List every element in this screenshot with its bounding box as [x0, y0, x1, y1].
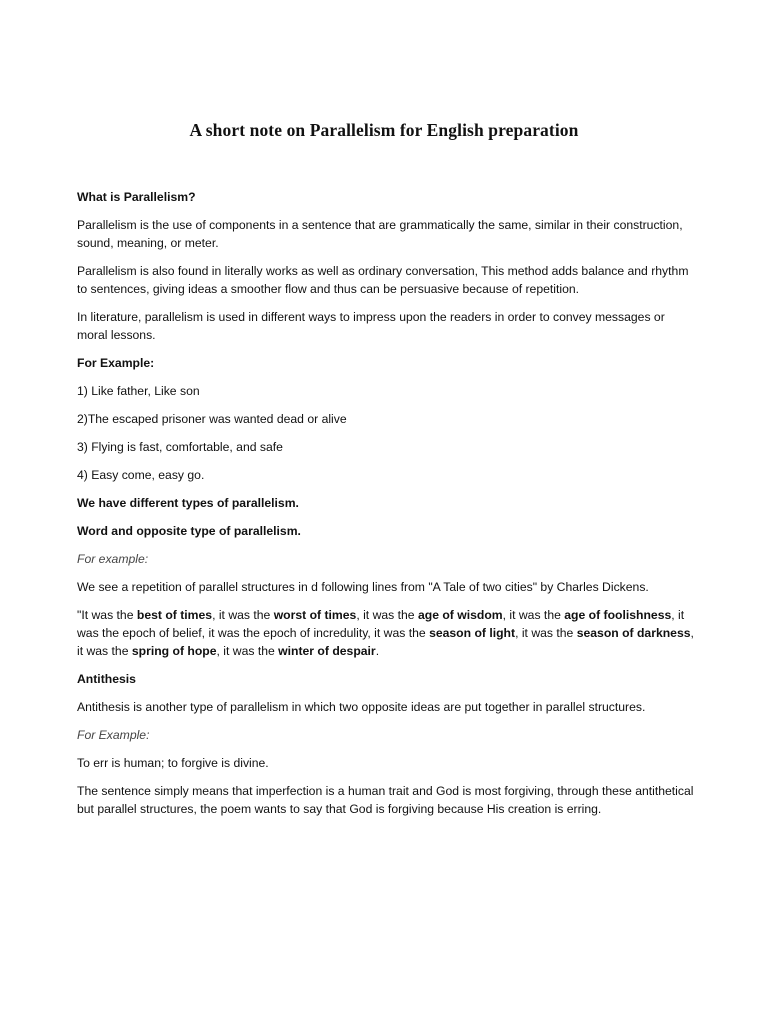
heading-for-example: For Example:	[77, 356, 155, 370]
antithesis-example: To err is human; to forgive is divine.	[77, 756, 269, 770]
paragraph-antithesis-def: Antithesis is another type of parallelism in which two opposite ideas are put together in parallel structures.	[77, 700, 646, 714]
paragraph-literature: In literature, parallelism is used in different ways to impress upon the readers in order to convey messages or moral lessons.	[77, 310, 665, 342]
heading-what-is-parallelism: What is Parallelism?	[77, 190, 196, 204]
paragraph-usage: Parallelism is also found in literally works as well as ordinary conversation, This method adds balance and rhythm to sentences, giving ideas a smoother flow and thus can be persuasive because of repetition.	[77, 264, 689, 296]
for-example-italic: For Example:	[77, 728, 150, 742]
page-title: A short note on Parallelism for English preparation	[189, 120, 579, 140]
example-item: 1) Like father, Like son	[77, 384, 200, 398]
example-item: 3) Flying is fast, comfortable, and safe	[77, 440, 283, 454]
heading-word-opposite: Word and opposite type of parallelism.	[77, 524, 301, 538]
example-item: 4) Easy come, easy go.	[77, 468, 205, 482]
example-item: 2)The escaped prisoner was wanted dead or alive	[77, 412, 347, 426]
for-example-italic: For example:	[77, 552, 149, 566]
dickens-quote: "It was the best of times, it was the worst of times, it was the age of wisdom, it was the age of foolishness, it was the epoch of belief, it was the epoch of incredulity, it was the season of light, it was the season of darkness, it was the spring of hope, it was the winter of despair.	[77, 608, 694, 658]
paragraph-dickens-intro: We see a repetition of parallel structures in d following lines from "A Tale of two cities" by Charles Dickens.	[77, 580, 649, 594]
paragraph-definition: Parallelism is the use of components in a sentence that are grammatically the same, similar in their construction, sound, meaning, or meter.	[77, 218, 683, 250]
document-body	[77, 188, 697, 828]
heading-types: We have different types of parallelism.	[77, 496, 299, 510]
heading-antithesis: Antithesis	[77, 672, 136, 686]
paragraph-antithesis-explain: The sentence simply means that imperfection is a human trait and God is most forgiving, through these antithetical but parallel structures, the poem wants to say that God is forgiving because His creation is erring.	[77, 784, 694, 816]
